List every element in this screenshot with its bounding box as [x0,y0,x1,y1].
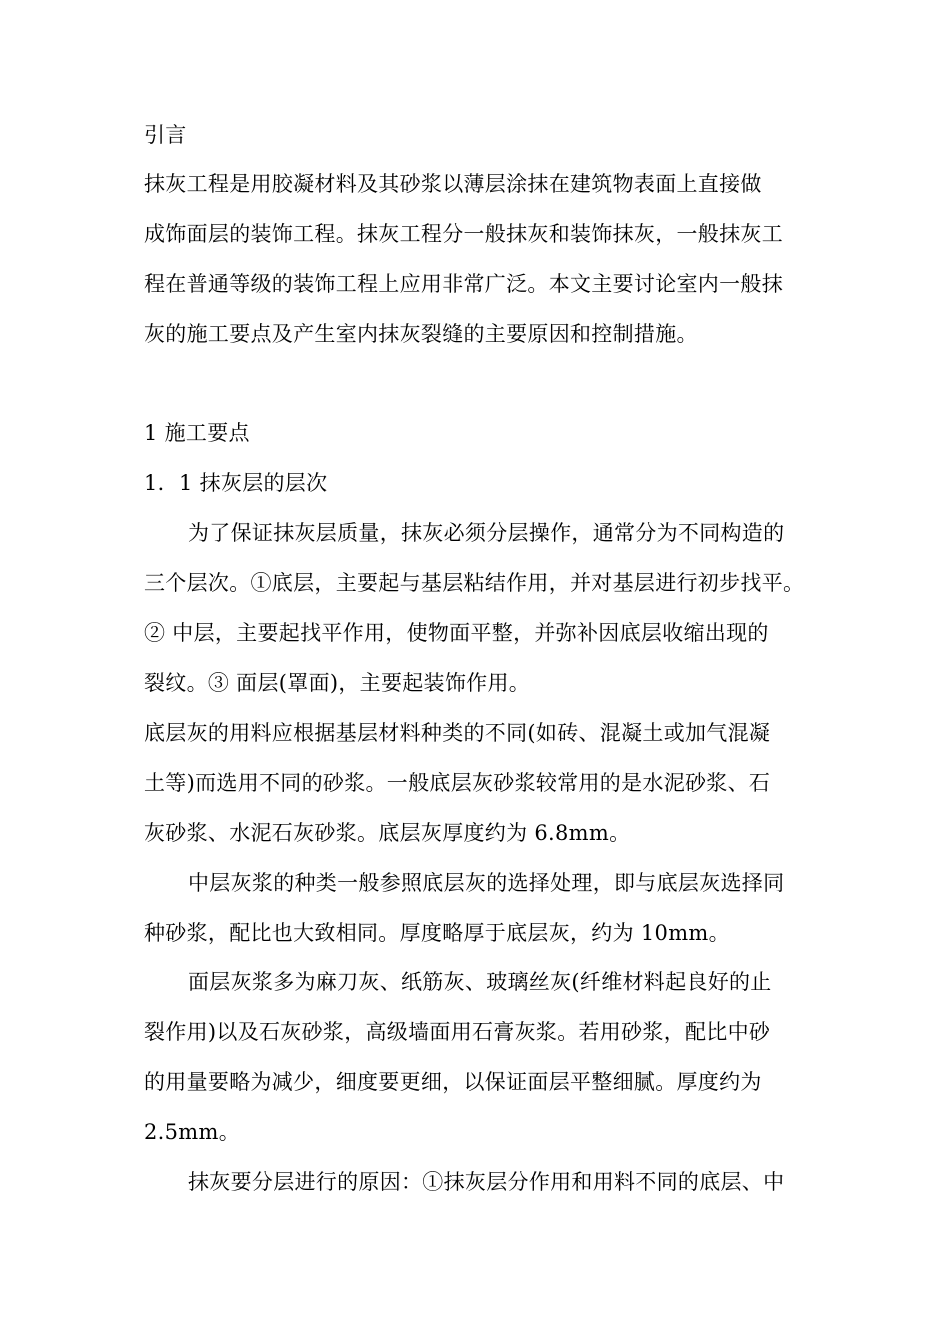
section-heading: 1 施工要点 [144,421,250,445]
paragraph-line: 裂作用)以及石灰砂浆，高级墙面用石膏灰浆。若用砂浆，配比中砂 [144,1020,771,1044]
paragraph-line: 为了保证抹灰层质量，抹灰必须分层操作，通常分为不同构造的 [188,521,785,545]
intro-line: 抹灰工程是用胶凝材料及其砂浆以薄层涂抹在建筑物表面上直接做 [144,172,762,196]
subsection-heading: 1．1 抹灰层的层次 [144,471,328,495]
paragraph-line: 2.5mm。 [144,1120,241,1144]
intro-heading: 引言 [144,123,187,147]
paragraph-line: 土等)而选用不同的砂浆。一般底层灰砂浆较常用的是水泥砂浆、石 [144,771,771,795]
intro-line: 成饰面层的装饰工程。抹灰工程分一般抹灰和装饰抹灰，一般抹灰工 [144,222,783,246]
paragraph-line: 裂纹。③ 面层(罩面)，主要起装饰作用。 [144,671,531,695]
paragraph-line: 面层灰浆多为麻刀灰、纸筋灰、玻璃丝灰(纤维材料起良好的止 [188,970,772,994]
paragraph-line: 底层灰的用料应根据基层材料种类的不同(如砖、混凝土或加气混凝 [144,721,771,745]
intro-line: 程在普通等级的装饰工程上应用非常广泛。本文主要讨论室内一般抹 [144,272,783,296]
paragraph-line: 抹灰要分层进行的原因：①抹灰层分作用和用料不同的底层、中 [188,1170,785,1194]
paragraph-line: 三个层次。①底层，主要起与基层粘结作用，并对基层进行初步找平。 [144,571,805,595]
intro-line: 灰的施工要点及产生室内抹灰裂缝的主要原因和控制措施。 [144,322,698,346]
paragraph-line: 灰砂浆、水泥石灰砂浆。底层灰厚度约为 6.8mm。 [144,821,631,845]
paragraph-line: ② 中层，主要起找平作用，使物面平整，并弥补因底层收缩出现的 [144,621,769,645]
paragraph-line: 种砂浆，配比也大致相同。厚度略厚于底层灰，约为 10mm。 [144,921,730,945]
paragraph-line: 中层灰浆的种类一般参照底层灰的选择处理，即与底层灰选择同 [188,871,785,895]
paragraph-line: 的用量要略为减少，细度要更细，以保证面层平整细腻。厚度约为 [144,1070,762,1094]
